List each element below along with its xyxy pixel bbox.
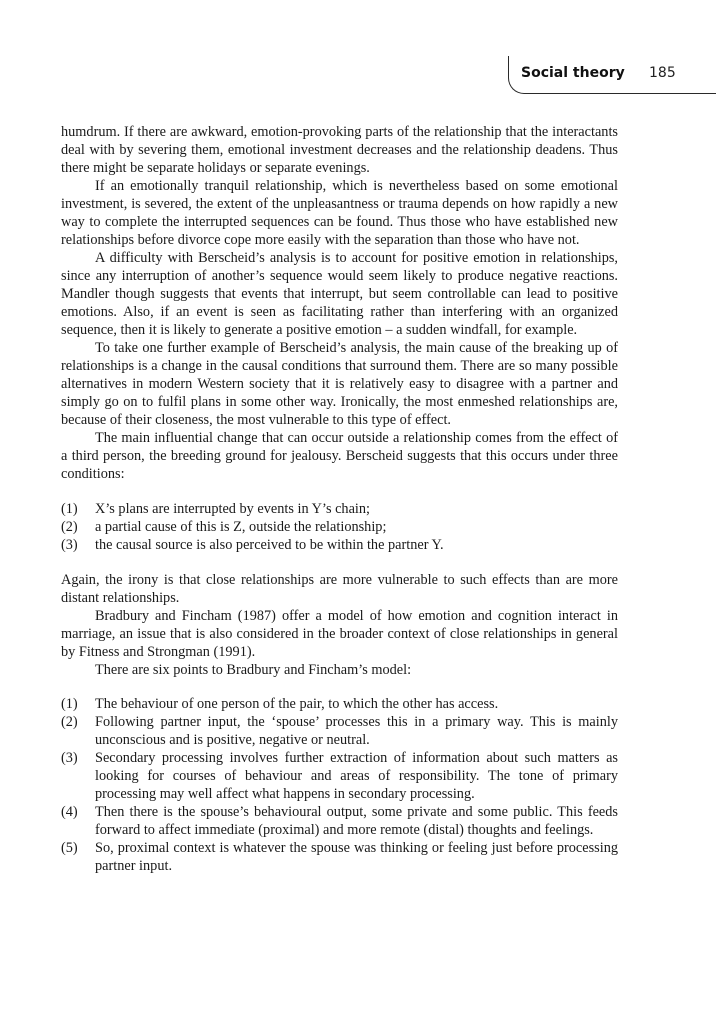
list-number: (5): [61, 840, 78, 856]
jealousy-conditions-list: [61, 500, 618, 554]
list-text: a partial cause of this is Z, outside the relationship;: [95, 519, 387, 535]
list-item: [61, 518, 618, 536]
paragraph: There are six points to Bradbury and Fincham’s model:: [95, 662, 412, 678]
list-item: [61, 803, 618, 839]
paragraph: Again, the irony is that close relationships are more vulnerable to such effects than are more distant relationships.: [61, 572, 618, 606]
list-text: So, proximal context is whatever the spouse was thinking or feeling just before processing partner input.: [95, 840, 618, 874]
list-text: the causal source is also perceived to be within the partner Y.: [95, 537, 444, 553]
paragraph: The main influential change that can occur outside a relationship comes from the effect of a third person, the breeding ground for jealousy. Berscheid suggests that this occurs under three conditions:: [61, 430, 618, 482]
list-number: (2): [61, 714, 78, 730]
list-text: X’s plans are interrupted by events in Y’s chain;: [95, 501, 371, 517]
list-text: Following partner input, the ‘spouse’ processes this in a primary way. This is mainly unconscious and is positive, negative or neutral.: [95, 714, 618, 748]
list-item: [61, 839, 618, 875]
page-number: 185: [649, 65, 676, 81]
list-number: (2): [61, 519, 78, 535]
paragraph: Bradbury and Fincham (1987) offer a model of how emotion and cognition interact in marriage, an issue that is also considered in the broader context of close relationships in general by Fitness and Strongman (1991).: [61, 608, 618, 660]
list-number: (4): [61, 804, 78, 820]
paragraph: A difficulty with Berscheid’s analysis is to account for positive emotion in relationships, since any interruption of another’s sequence would seem likely to produce negative reactions. Mandler though suggests that events that interrupt, but seem controllable can lead to positive emotions. Also, if an event is seen as facilitating rather than interfering with an organized sequence, then it is likely to generate a positive emotion – a sudden windfall, for example.: [61, 250, 618, 338]
paragraph: humdrum. If there are awkward, emotion-provoking parts of the relationship that the interactants deal with by severing them, emotional investment decreases and the relationship deadens. Thus there might be separate holidays or separate evenings.: [61, 124, 618, 176]
list-number: (3): [61, 750, 78, 766]
paragraph: If an emotionally tranquil relationship, which is nevertheless based on some emotional investment, is severed, the extent of the unpleasantness or trauma depends on how rapidly a new way to complete the interrupted sequences can be found. Thus those who have established new relationships before divorce cope more easily with the separation than those who have not.: [61, 178, 618, 248]
list-item: [61, 749, 618, 803]
model-points-list: [61, 695, 618, 875]
list-text: Secondary processing involves further extraction of information about such matters as looking for courses of behaviour and areas of responsibility. The tone of primary processing may well affect what happens in secondary processing.: [95, 750, 618, 802]
paragraph: To take one further example of Berscheid’s analysis, the main cause of the breaking up of relationships is a change in the causal conditions that surround them. There are so many possible alternatives in modern Western society that it is relatively easy to disagree with a partner and simply go on to fulfil plans in some other way. Ironically, the most enmeshed relationships are, because of their closeness, the most vulnerable to this type of effect.: [61, 340, 618, 428]
section-title: Social theory: [521, 65, 625, 81]
list-item: [61, 695, 618, 713]
running-header: [508, 56, 716, 94]
list-number: (3): [61, 537, 78, 553]
list-item: [61, 500, 618, 518]
list-number: (1): [61, 696, 78, 712]
list-item: [61, 536, 618, 554]
list-text: The behaviour of one person of the pair, to which the other has access.: [95, 696, 499, 712]
list-item: [61, 713, 618, 749]
list-number: (1): [61, 501, 78, 517]
list-text: Then there is the spouse’s behavioural output, some private and some public. This feeds forward to affect immediate (proximal) and more remote (distal) thoughts and feelings.: [95, 804, 618, 838]
body-text: [61, 123, 618, 875]
